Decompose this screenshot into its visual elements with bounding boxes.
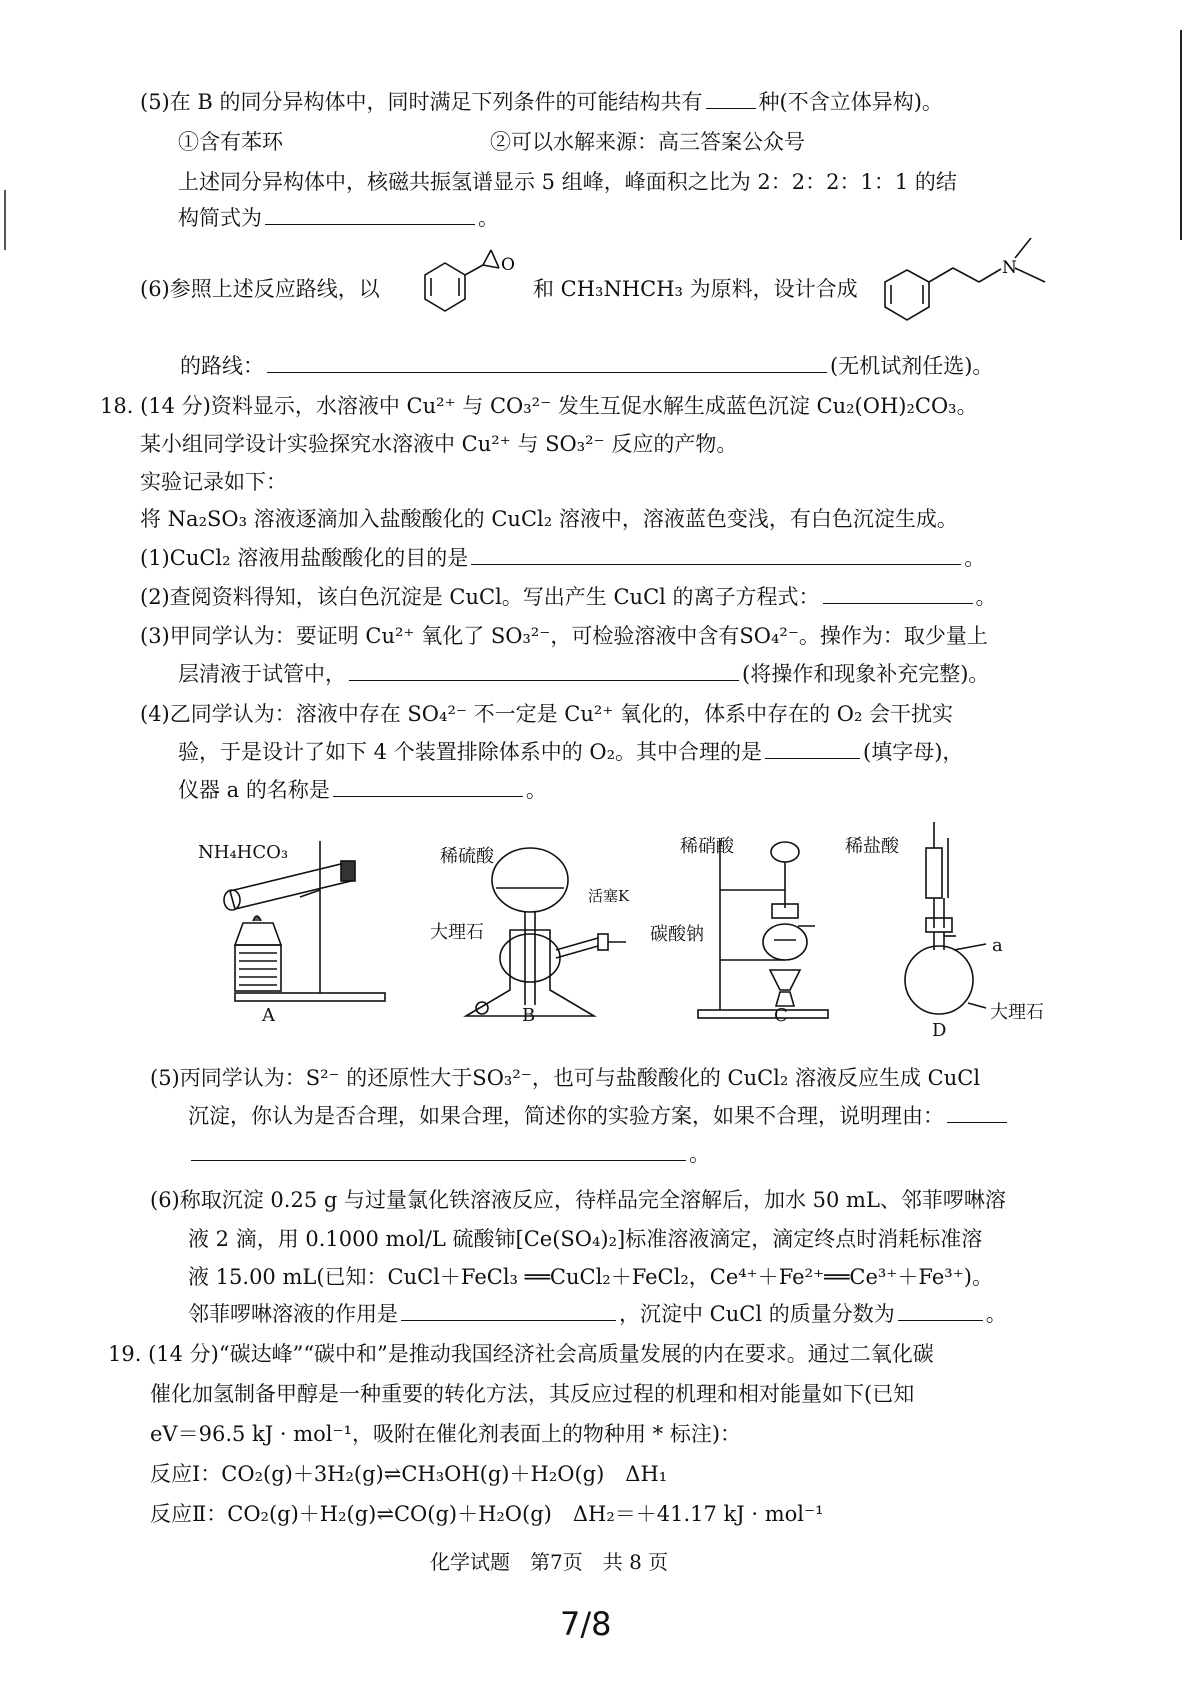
page-counter: 7/8	[560, 1605, 612, 1643]
q18-part6-line3: 液 15.00 mL(已知：CuCl＋FeCl₃ ══CuCl₂＋FeCl₂，Ce⁴⁺＋Fe²⁺══Ce³⁺＋Fe³⁺)。	[188, 1265, 993, 1289]
q18-part5-line3: 。	[188, 1140, 710, 1168]
apparatus-d-label: D	[932, 1020, 947, 1041]
q18-part4-line2: 验，于是设计了如下 4 个装置排除体系中的 O₂。其中合理的是 (填字母)，	[178, 740, 964, 764]
apparatus-c-label: C	[774, 1005, 788, 1026]
q18-intro-line1: 18. (14 分)资料显示，水溶液中 Cu²⁺ 与 CO₃²⁻ 发生互促水解生成蓝色沉淀 Cu₂(OH)₂CO₃。	[100, 394, 978, 418]
q18-intro-line4: 将 Na₂SO₃ 溶液逐滴加入盐酸酸化的 CuCl₂ 溶液中，溶液蓝色变浅，有白色沉淀生成。	[140, 507, 958, 531]
q17-part5-line1: (5)在 B 的同分异构体中，同时满足下列条件的可能结构共有 种(不含立体异构)。	[140, 90, 943, 114]
oxygen-atom: O	[501, 255, 515, 275]
answer-blank[interactable]	[765, 738, 860, 759]
apparatus-d-acid: 稀盐酸	[845, 836, 899, 857]
apparatus-b-valve: 活塞K	[588, 887, 630, 905]
q17-part6-reagent: 和 CH₃NHCH₃ 为原料，设计合成	[533, 277, 858, 301]
q18-part6-line4: 邻菲啰啉溶液的作用是 ，沉淀中 CuCl 的质量分数为 。	[188, 1302, 1007, 1326]
q18-intro-line2: 某小组同学设计实验探究水溶液中 Cu²⁺ 与 SO₃²⁻ 反应的产物。	[140, 432, 738, 456]
answer-blank[interactable]	[267, 352, 827, 373]
q18-part2: (2)查阅资料得知，该白色沉淀是 CuCl。写出产生 CuCl 的离子方程式： 。	[140, 585, 997, 609]
apparatus-b-label: B	[522, 1005, 536, 1026]
q18-part5-line1: (5)丙同学认为：S²⁻ 的还原性大于SO₃²⁻，也可与盐酸酸化的 CuCl₂ 溶液反应生成 CuCl	[150, 1066, 981, 1090]
q18-part5-line2: 沉淀，你认为是否合理，如果合理，简述你的实验方案，如果不合理，说明理由：	[188, 1102, 1010, 1130]
apparatus-d-instrument-a: a	[992, 935, 1003, 956]
page-footer-info: 化学试题 第7页 共 8 页	[430, 1550, 669, 1574]
apparatus-c-salt: 碳酸钠	[650, 924, 704, 945]
apparatus-d-diagram	[890, 818, 1020, 1018]
apparatus-a-label: A	[262, 1005, 275, 1026]
q18-part4-line1: (4)乙同学认为：溶液中存在 SO₄²⁻ 不一定是 Cu²⁺ 氧化的，体系中存在的 O₂ 会干扰实	[140, 702, 954, 726]
q18-part3-line2: 层清液于试管中， (将操作和现象补充完整)。	[178, 662, 990, 686]
q19-intro-line2: 催化加氢制备甲醇是一种重要的转化方法，其反应过程的机理和相对能量如下(已知	[150, 1382, 915, 1406]
q18-part3-line1: (3)甲同学认为：要证明 Cu²⁺ 氧化了 SO₃²⁻，可检验溶液中含有SO₄²⁻。操作为：取少量上	[140, 624, 988, 648]
q17-part6-intro: (6)参照上述反应路线，以	[140, 277, 380, 301]
page-edge-mark	[4, 190, 6, 250]
q19-intro-line3: eV＝96.5 kJ · mol⁻¹，吸附在催化剂表面上的物种用 * 标注)：	[150, 1422, 742, 1446]
q17-part6-route: 的路线： (无机试剂任选)。	[180, 354, 994, 378]
apparatus-b-stone: 大理石	[430, 922, 484, 943]
target-amine-structure	[875, 232, 1065, 332]
apparatus-c-acid: 稀硝酸	[680, 836, 734, 857]
q18-part6-line1: (6)称取沉淀 0.25 g 与过量氯化铁溶液反应，待样品完全溶解后，加水 50 mL、邻菲啰啉溶	[150, 1188, 1006, 1212]
answer-blank[interactable]	[349, 660, 739, 681]
apparatus-a-diagram	[195, 835, 395, 1035]
q18-part6-line2: 液 2 滴，用 0.1000 mol/L 硫酸铈[Ce(SO₄)₂]标准溶液滴定，滴定终点时消耗标准溶	[188, 1227, 983, 1251]
page-edge-line	[1180, 30, 1182, 240]
q17-part5-line3: 上述同分异构体中，核磁共振氢谱显示 5 组峰，峰面积之比为 2：2：2：1：1 的结	[178, 170, 957, 194]
q17-part5-line4: 构简式为 。	[178, 206, 499, 230]
q19-reaction-1: 反应Ⅰ：CO₂(g)＋3H₂(g)⇌CH₃OH(g)＋H₂O(g) ΔH₁	[150, 1462, 668, 1486]
answer-blank[interactable]	[333, 776, 523, 797]
nitrogen-atom: N	[1002, 258, 1017, 278]
q17-condition-2: ②可以水解来源：高三答案公众号	[490, 130, 805, 154]
q17-condition-1: ①含有苯环	[178, 130, 283, 154]
q19-reaction-2: 反应Ⅱ：CO₂(g)＋H₂(g)⇌CO(g)＋H₂O(g) ΔH₂＝＋41.17 kJ · mol⁻¹	[150, 1502, 824, 1526]
apparatus-b-acid: 稀硫酸	[440, 846, 494, 867]
answer-blank[interactable]	[401, 1300, 616, 1321]
answer-blank[interactable]	[191, 1140, 686, 1161]
answer-blank[interactable]	[265, 204, 475, 225]
answer-blank[interactable]	[823, 583, 973, 604]
q19-intro-line1: 19. (14 分)“碳达峰”“碳中和”是推动我国经济社会高质量发展的内在要求。通过二氧化碳	[108, 1342, 934, 1366]
apparatus-d-stone: 大理石	[990, 1002, 1044, 1023]
q18-intro-line3: 实验记录如下：	[140, 470, 287, 494]
answer-blank[interactable]	[898, 1300, 983, 1321]
q18-part1: (1)CuCl₂ 溶液用盐酸酸化的目的是 。	[140, 546, 986, 570]
answer-blank[interactable]	[706, 88, 756, 109]
apparatus-c-diagram	[690, 830, 850, 1020]
answer-blank[interactable]	[947, 1102, 1007, 1123]
styrene-oxide-structure	[415, 238, 525, 328]
apparatus-a-reagent: NH₄HCO₃	[198, 842, 289, 863]
q18-part4-line3: 仪器 a 的名称是 。	[178, 778, 547, 802]
answer-blank[interactable]	[471, 544, 961, 565]
